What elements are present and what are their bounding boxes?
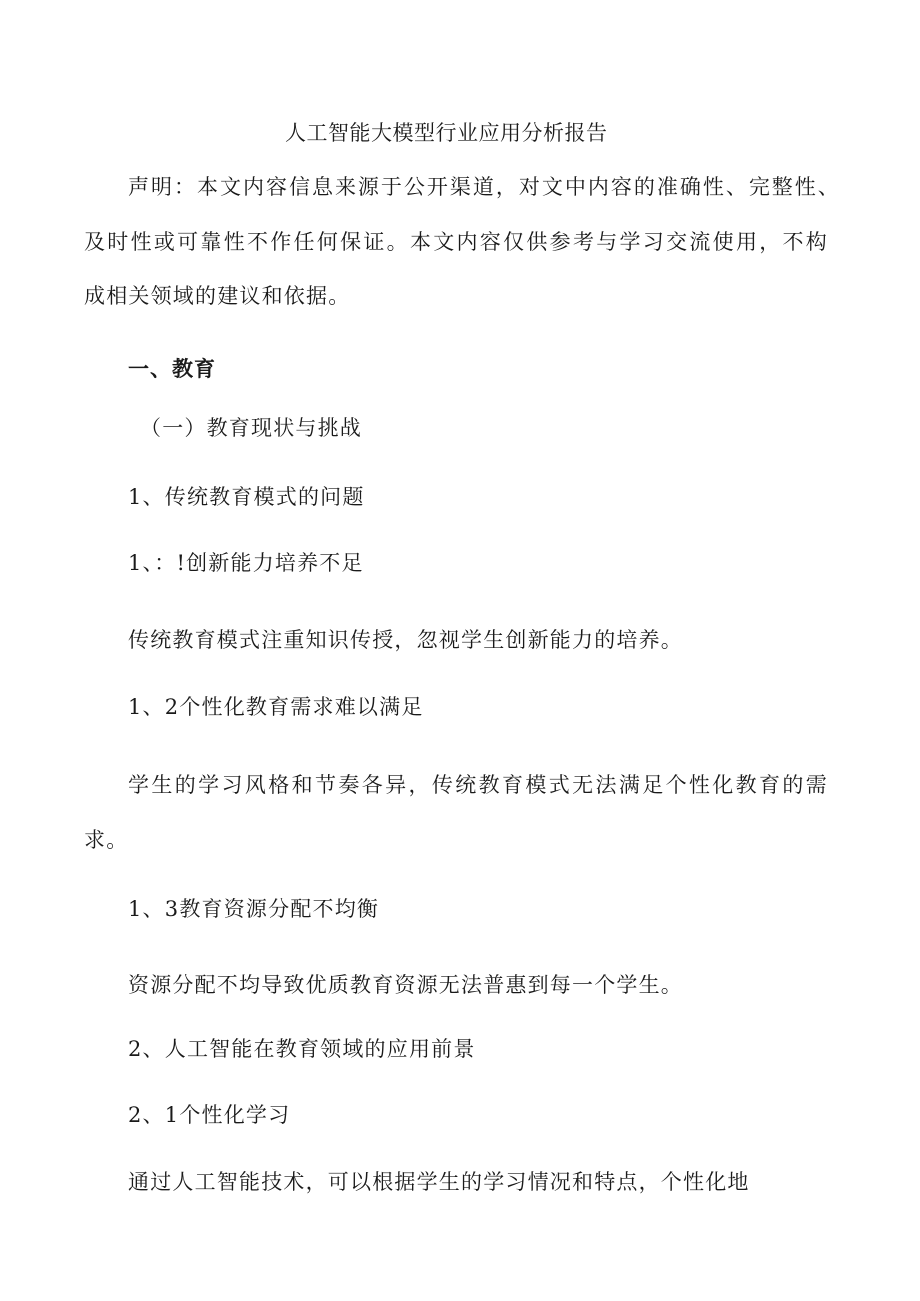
item-heading-ai-prospects: 2、人工智能在教育领域的应用前景 [128, 1037, 476, 1061]
item-heading-traditional-problems: 1、传统教育模式的问题 [128, 485, 365, 509]
point-heading-personalized-learning: 2、1个性化学习 [128, 1103, 291, 1127]
point-text-personalized-demand-line-1: 学生的学习风格和节奏各异，传统教育模式无法满足个性化教育的需 [128, 773, 828, 797]
point-text-innovation: 传统教育模式注重知识传授，忽视学生创新能力的培养。 [128, 628, 683, 652]
disclaimer-line-3: 成相关领域的建议和依据。 [84, 284, 351, 308]
point-heading-innovation: 1、：!创新能力培养不足 [128, 551, 364, 575]
disclaimer-line-1: 声明：本文内容信息来源于公开渠道，对文中内容的准确性、完整性、 [128, 175, 840, 199]
point-heading-resource-allocation: 1、3教育资源分配不均衡 [128, 897, 380, 921]
point-heading-personalized-demand: 1、2个性化教育需求难以满足 [128, 695, 424, 719]
subsection-heading-status: （一）教育现状与挑战 [140, 416, 362, 440]
document-title: 人工智能大模型行业应用分析报告 [285, 121, 608, 145]
section-heading-education: 一、教育 [128, 357, 216, 381]
point-text-personalized-demand-line-2: 求。 [84, 828, 129, 852]
point-text-resource-allocation: 资源分配不均导致优质教育资源无法普惠到每一个学生。 [128, 973, 683, 997]
disclaimer-line-2: 及时性或可靠性不作任何保证。本文内容仅供参考与学习交流使用，不构 [84, 230, 828, 254]
point-text-personalized-learning: 通过人工智能技术，可以根据学生的学习情况和特点，个性化地 [128, 1170, 750, 1194]
